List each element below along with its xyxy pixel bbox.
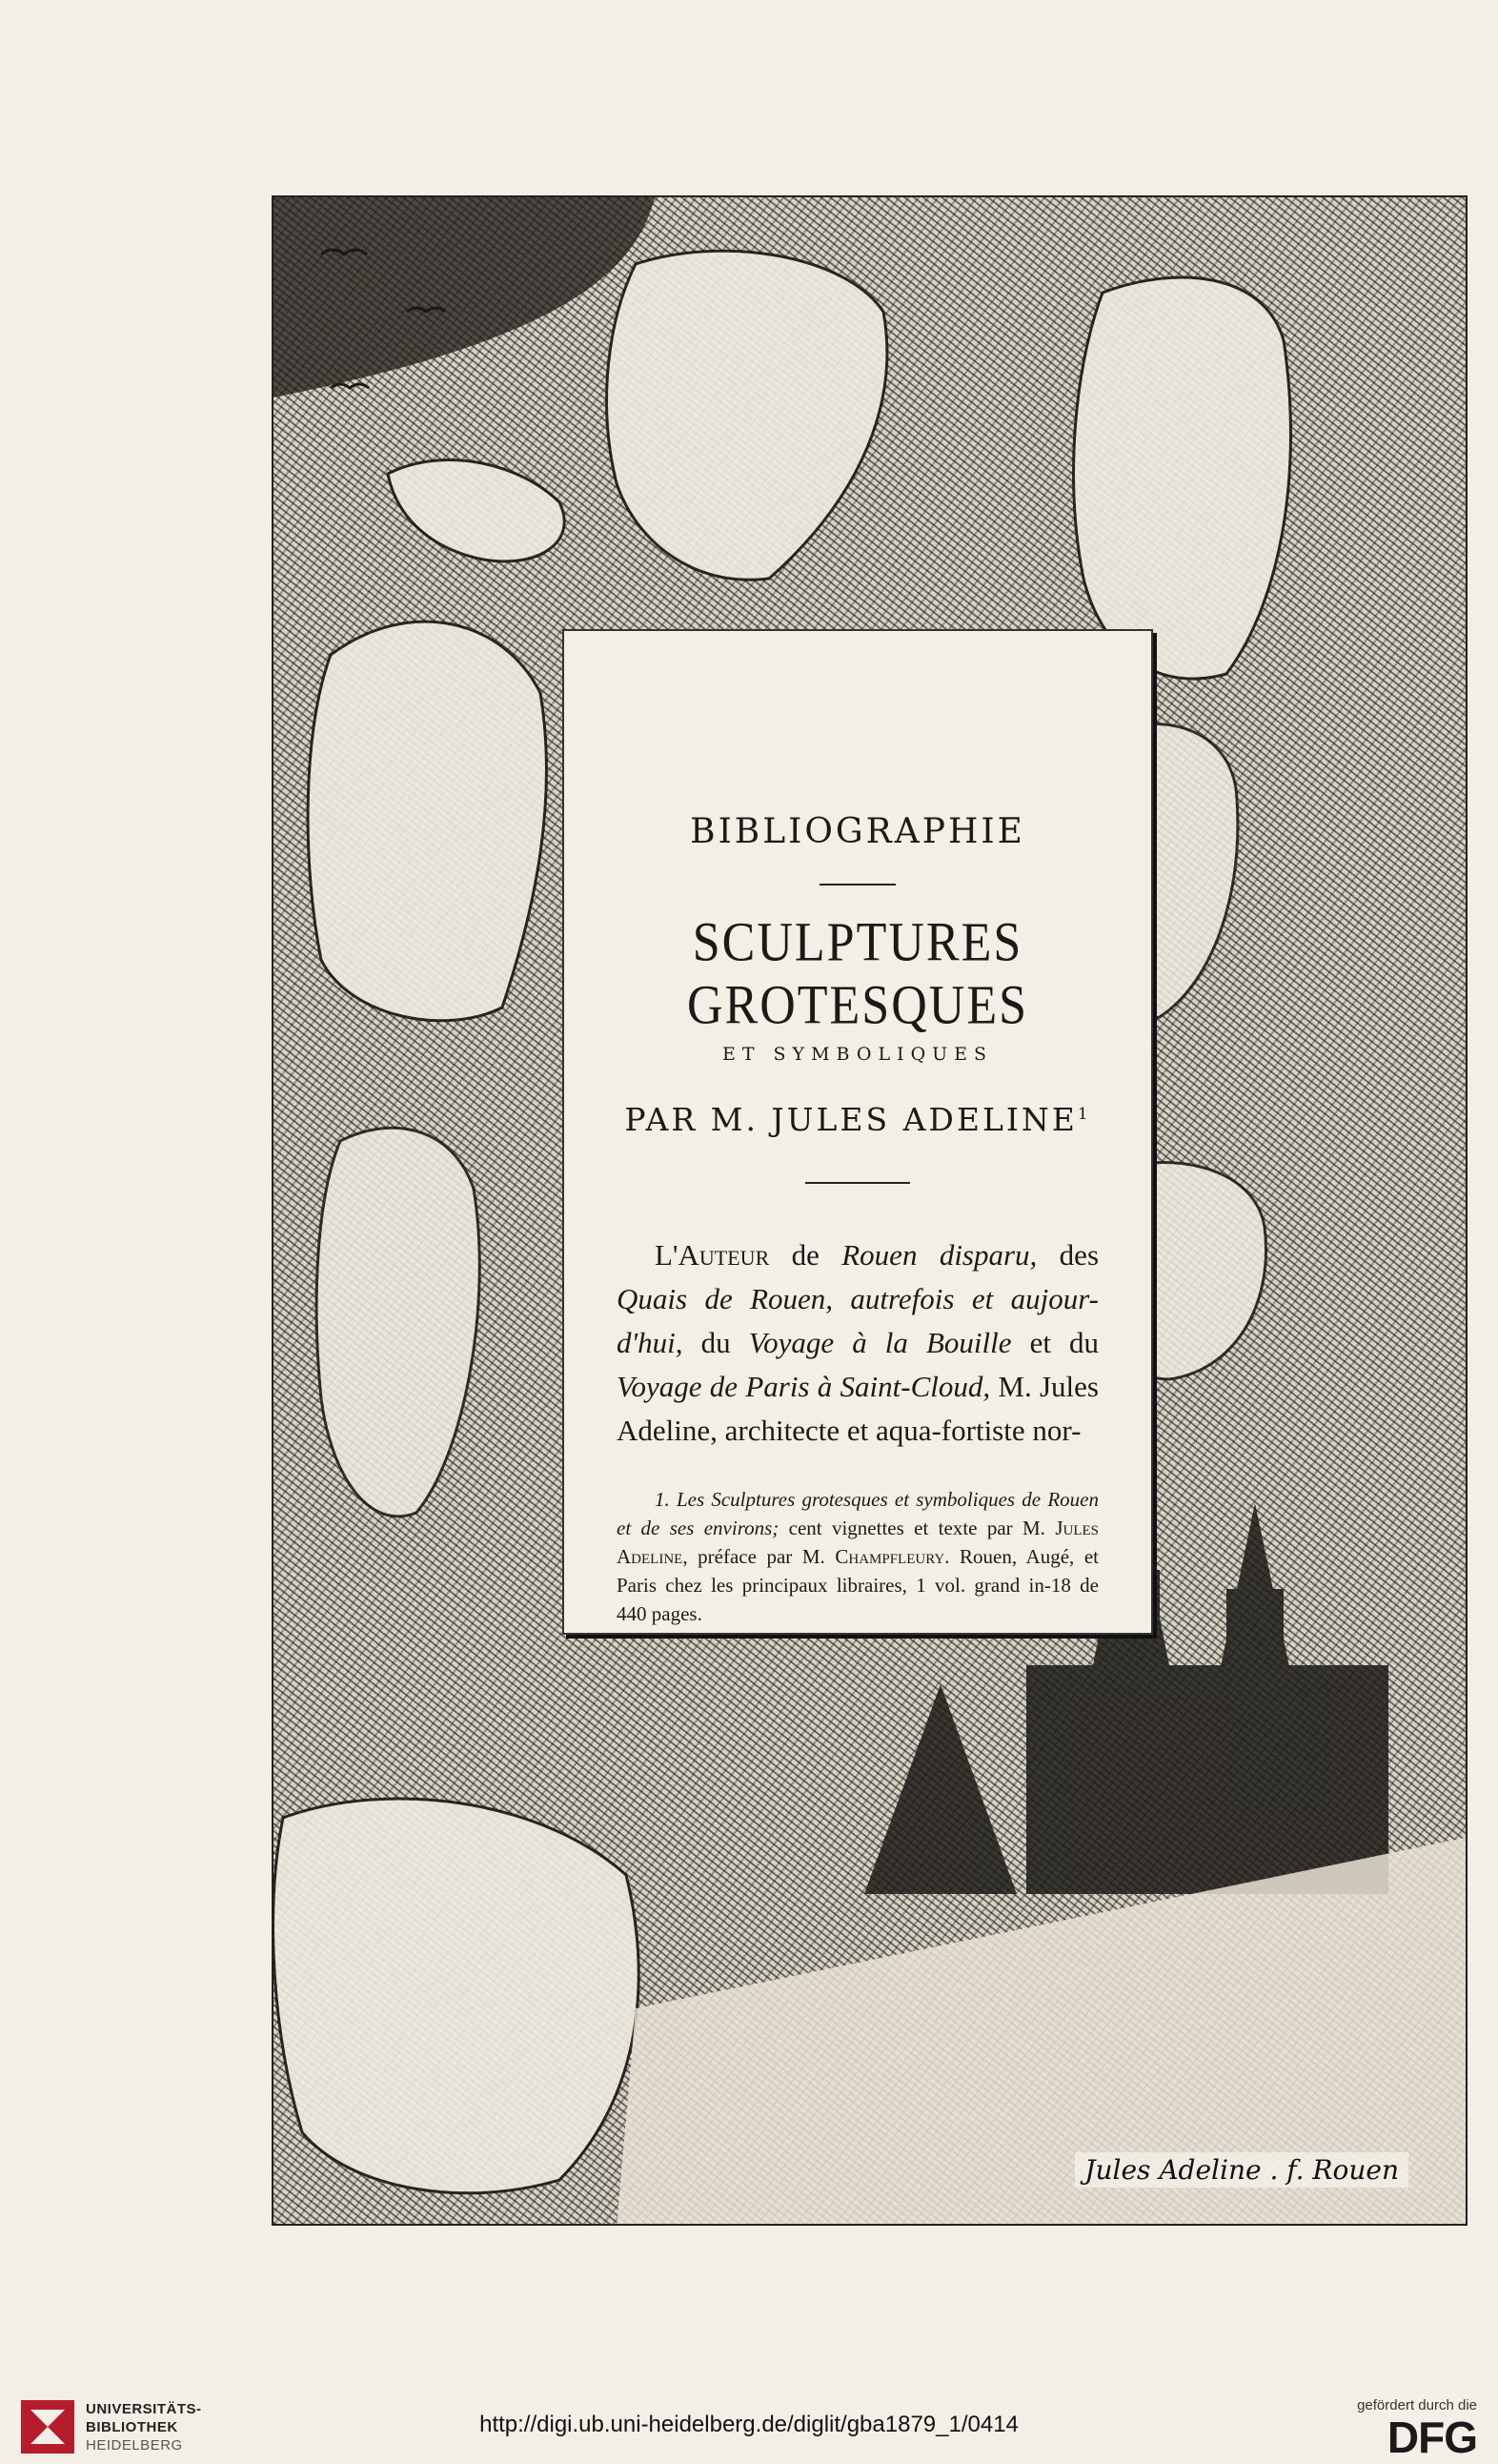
footnote-reference: 1 xyxy=(1077,1105,1091,1124)
author-name: PAR M. JULES ADELINE xyxy=(624,1101,1078,1138)
body-text-segment: M. Jules Adeline, architecte et aqua-fortiste nor- xyxy=(617,1370,1099,1447)
footnote-segment: cent vignettes et texte par M. xyxy=(779,1517,1056,1539)
logo-line: BIBLIOTHEK xyxy=(86,2419,178,2435)
artist-signature: Jules Adeline . f. Rouen xyxy=(1075,2152,1408,2188)
permalink-url[interactable]: http://digi.ub.uni-heidelberg.de/diglit/gba1879_1/0414 xyxy=(479,2412,1019,2437)
footnote xyxy=(617,1485,1099,1628)
body-text-italic: Quais de Rouen, autrefois et aujour-d'hui, xyxy=(617,1282,1099,1359)
body-text-segment: L' xyxy=(655,1238,678,1272)
body-text-italic: Rouen disparu, xyxy=(841,1238,1038,1272)
dfg-logo-icon: DFG xyxy=(1387,2413,1477,2462)
article-subtitle: ET SYMBOLIQUES xyxy=(721,1044,994,1065)
footnote-segment: , préface par M. xyxy=(682,1545,836,1568)
funder-logo[interactable] xyxy=(1357,2397,1477,2461)
footnote-number: 1. xyxy=(655,1488,677,1511)
footnote-segment: . Rouen, Augé, et Paris chez les principaux libraires, 1 vol. grand in-18 de 440 pages. xyxy=(617,1545,1099,1625)
article-title: SCULPTURES GROTESQUES xyxy=(686,912,1029,1036)
body-text-italic: Voyage de Paris à Saint-Cloud, xyxy=(617,1370,991,1403)
funder-caption: gefördert durch die xyxy=(1357,2397,1477,2413)
logo-line: UNIVERSITÄTS- xyxy=(86,2401,202,2417)
text-panel xyxy=(562,629,1153,1635)
body-text-segment: de xyxy=(769,1238,842,1272)
body-text-segment: des xyxy=(1037,1238,1100,1272)
section-heading: BIBLIOGRAPHIE xyxy=(690,812,1025,851)
body-paragraph xyxy=(617,1233,1099,1453)
body-text-smallcaps: Auteur xyxy=(678,1238,770,1272)
footnote-smallcaps: Jules Adeline xyxy=(617,1517,1099,1568)
logo-line: HEIDELBERG xyxy=(86,2437,183,2454)
body-text-segment: du xyxy=(682,1326,749,1359)
body-text-italic: Voyage à la Bouille xyxy=(748,1326,1012,1359)
body-text-segment: et du xyxy=(1011,1326,1100,1359)
article-author xyxy=(617,1101,1099,1138)
footnote-italic: Les Sculptures grotesques et symboliques de Rouen et de ses environs; xyxy=(617,1488,1099,1539)
divider-rule xyxy=(820,884,896,886)
divider-rule-wide xyxy=(805,1182,910,1184)
footnote-smallcaps: Champfleury xyxy=(835,1545,945,1568)
